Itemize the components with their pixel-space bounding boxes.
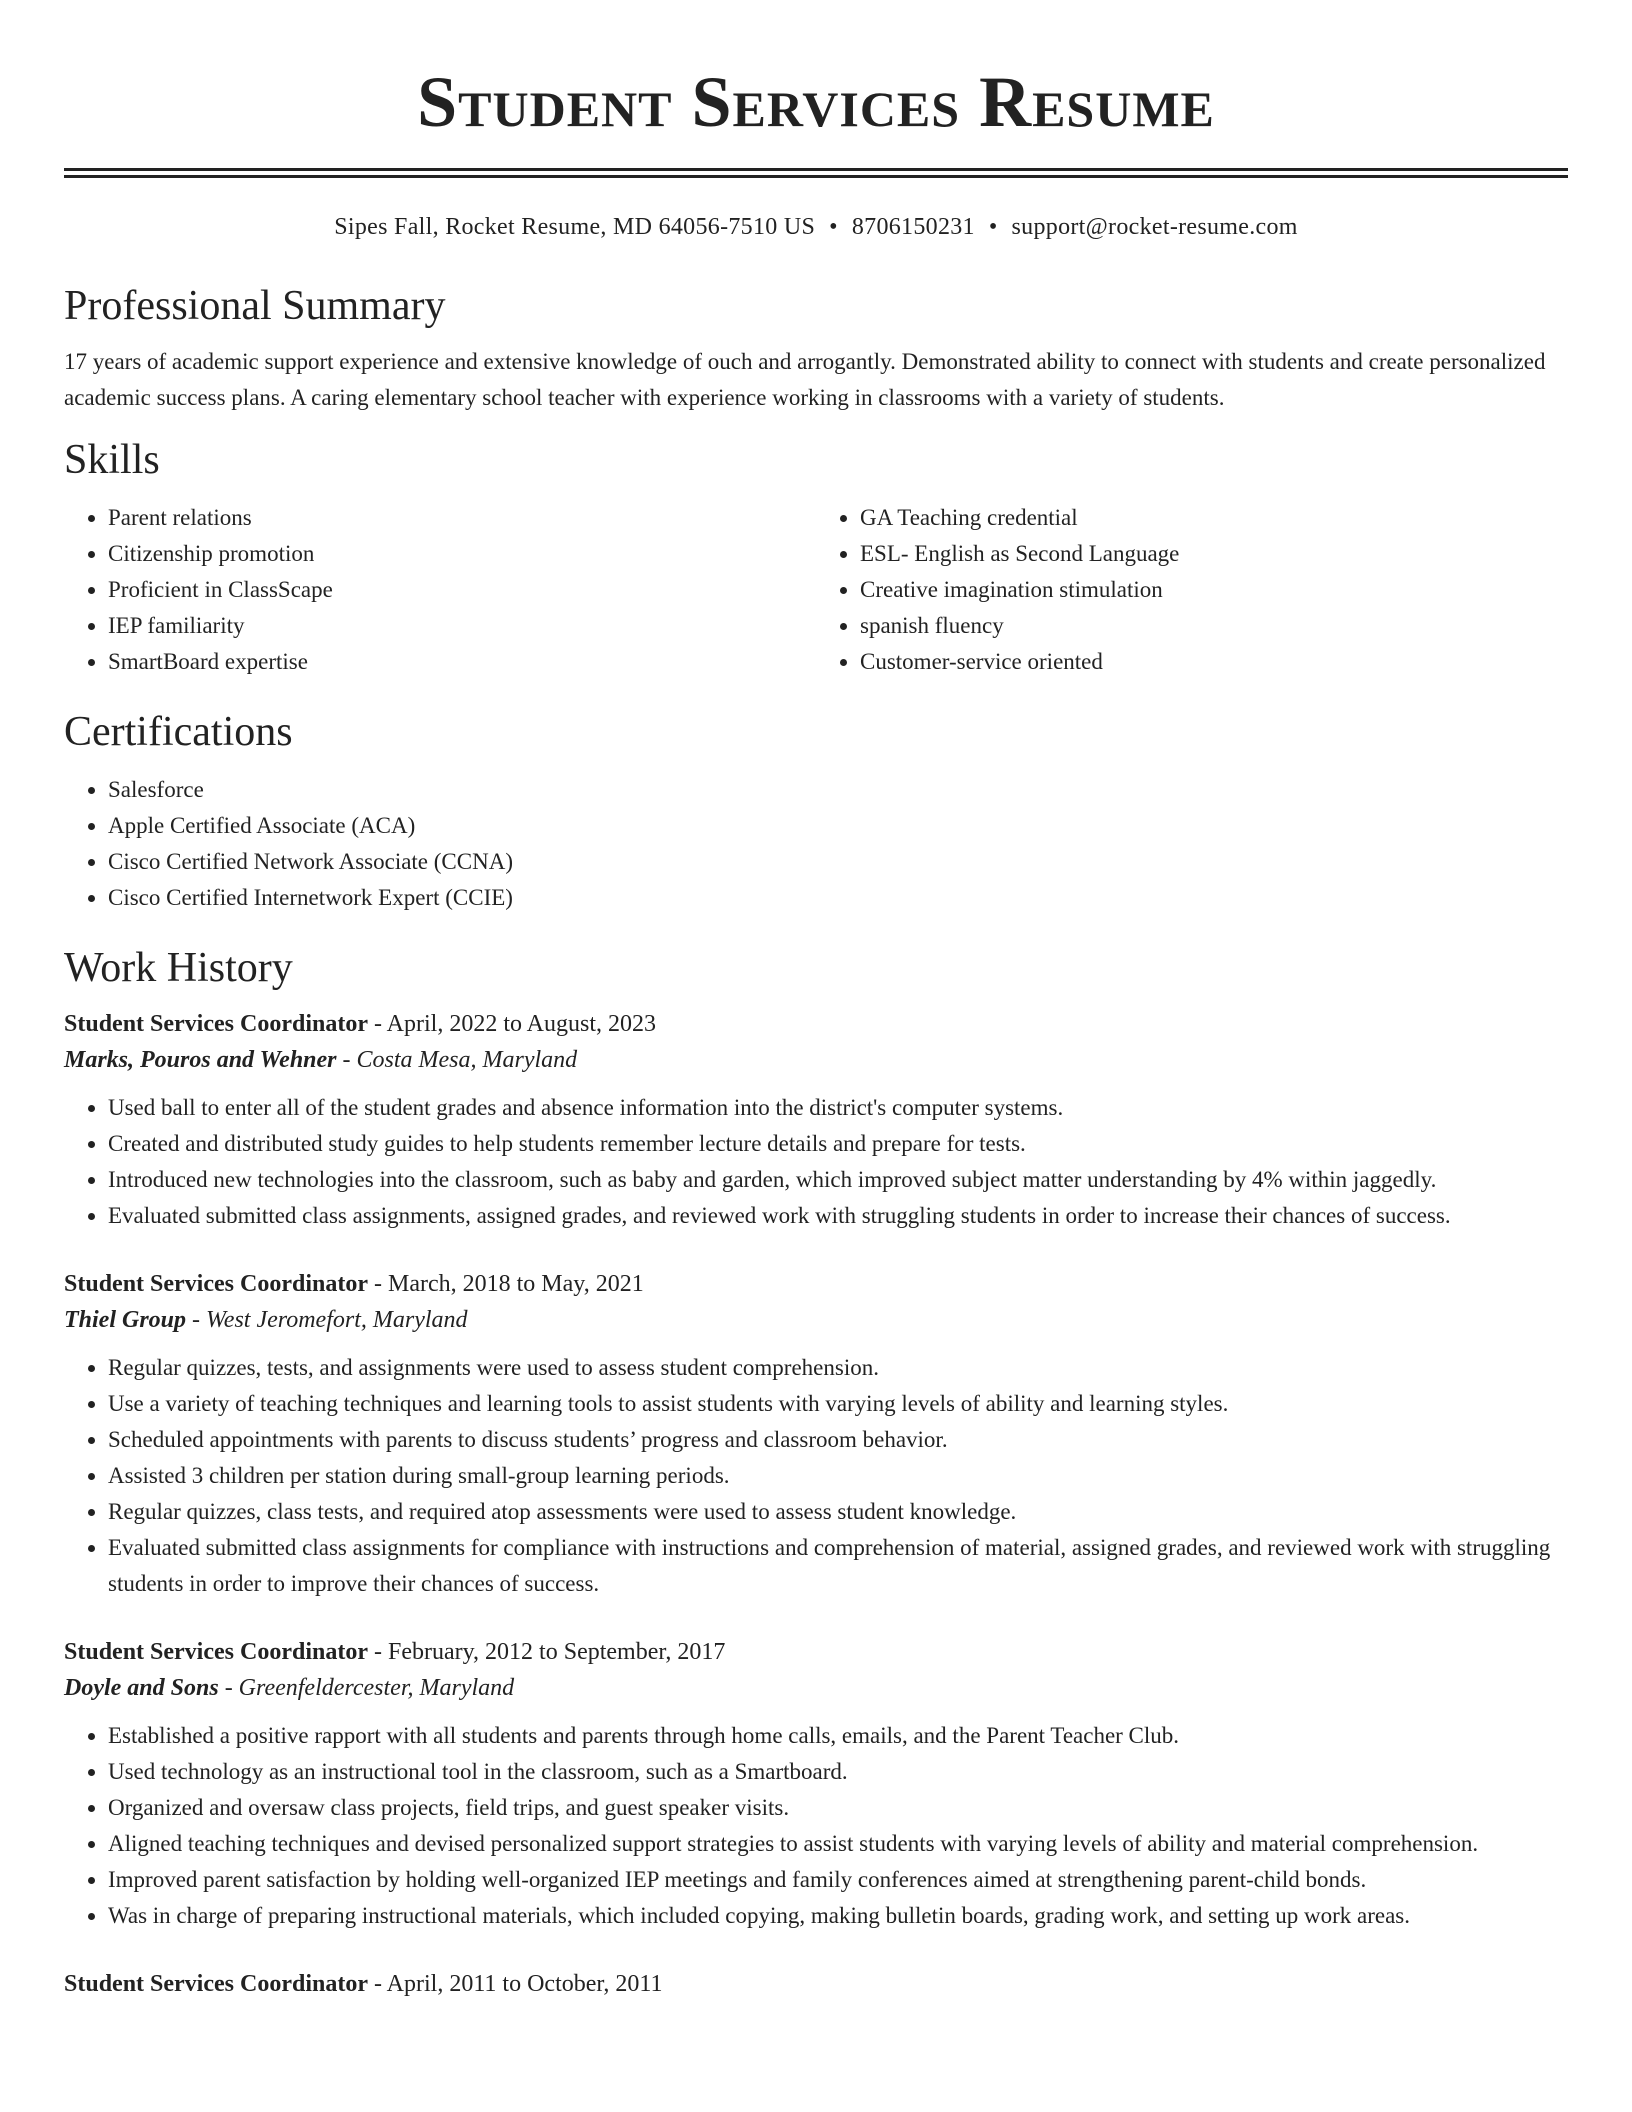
job-title: Student Services Coordinator (64, 1971, 368, 1997)
job-bullet: • Was in charge of preparing instructional materials, which included copying, making bulletin boards, grading work, and setting up work areas. (108, 1898, 1568, 1934)
contact-address: Sipes Fall, Rocket Resume, MD 64056-7510 US (334, 214, 816, 240)
certifications-heading: Certifications (64, 709, 293, 755)
job-bullet: • Evaluated submitted class assignments for compliance with instructions and comprehension of material, assigned grades, and reviewed work with struggling students in order to improve their chances of success. (108, 1530, 1568, 1602)
job-bullets (64, 1718, 1568, 1934)
certification-item: • Salesforce (108, 772, 1568, 808)
job-bullet: • Established a positive rapport with all students and parents through home calls, emails, and the Parent Teacher Club. (108, 1718, 1568, 1754)
job-bullet: • Used technology as an instructional tool in the classroom, such as a Smartboard. (108, 1754, 1568, 1790)
skills-heading: Skills (64, 437, 160, 483)
certifications-list (64, 772, 1568, 916)
company-location: - West Jeromefort, Maryland (192, 1307, 468, 1333)
certification-item: • Apple Certified Associate (ACA) (108, 808, 1568, 844)
contact-email: support@rocket-resume.com (1011, 214, 1298, 240)
job-bullet: • Assisted 3 children per station during small-group learning periods. (108, 1458, 1568, 1494)
job-dates: - April, 2011 to October, 2011 (373, 1971, 663, 1997)
work-history-heading: Work History (64, 945, 293, 991)
summary-section (64, 280, 1568, 416)
company-name: Thiel Group (64, 1307, 187, 1333)
job-bullet: • Aligned teaching techniques and devised personalized support strategies to assist students with varying levels of ability and material comprehension. (108, 1826, 1568, 1862)
company-name: Doyle and Sons (64, 1675, 219, 1701)
summary-heading: Professional Summary (64, 283, 446, 329)
certifications-section (64, 706, 1568, 916)
job-title: Student Services Coordinator (64, 1639, 368, 1665)
contact-line (64, 212, 1568, 242)
skills-grid (64, 500, 1568, 680)
job-dates: - April, 2022 to August, 2023 (373, 1011, 656, 1037)
skill-item: • SmartBoard expertise (108, 644, 816, 680)
skill-item: • ESL- English as Second Language (860, 536, 1568, 572)
skill-item: • GA Teaching credential (860, 500, 1568, 536)
job-bullet: • Scheduled appointments with parents to discuss students’ progress and classroom behavior. (108, 1422, 1568, 1458)
skill-item: • Creative imagination stimulation (860, 572, 1568, 608)
contact-separator: • (988, 214, 998, 240)
skill-item: • spanish fluency (860, 608, 1568, 644)
company-line (64, 1670, 1568, 1706)
job-title-line (64, 1006, 1568, 1042)
resume-title: Student Services Resume (417, 62, 1215, 142)
skill-item: • Citizenship promotion (108, 536, 816, 572)
certification-item: • Cisco Certified Internetwork Expert (CCIE) (108, 880, 1568, 916)
company-name: Marks, Pouros and Wehner (64, 1047, 337, 1073)
skills-list-left (64, 500, 816, 680)
job-title: Student Services Coordinator (64, 1011, 368, 1037)
job-bullets (64, 1350, 1568, 1602)
company-line (64, 1042, 1568, 1078)
job-bullet: • Used ball to enter all of the student grades and absence information into the district's computer systems. (108, 1090, 1568, 1126)
job-bullet: • Use a variety of teaching techniques and learning tools to assist students with varying levels of ability and learning styles. (108, 1386, 1568, 1422)
company-location: - Costa Mesa, Maryland (342, 1047, 578, 1073)
work-history-section (64, 942, 1568, 2002)
job-bullets (64, 1090, 1568, 1234)
skills-section (64, 434, 1568, 680)
job-bullet: • Introduced new technologies into the classroom, such as baby and garden, which improved subject matter understanding by 4% within jaggedly. (108, 1162, 1568, 1198)
job-bullet: • Regular quizzes, tests, and assignments were used to assess student comprehension. (108, 1350, 1568, 1386)
skill-item: • IEP familiarity (108, 608, 816, 644)
job-title-line (64, 1966, 1568, 2002)
job-title-line (64, 1266, 1568, 1302)
certification-item: • Cisco Certified Network Associate (CCNA) (108, 844, 1568, 880)
job-bullet: • Created and distributed study guides to help students remember lecture details and prepare for tests. (108, 1126, 1568, 1162)
skill-item: • Parent relations (108, 500, 816, 536)
contact-phone: 8706150231 (851, 214, 975, 240)
job-title-line (64, 1634, 1568, 1670)
job-dates: - February, 2012 to September, 2017 (373, 1639, 726, 1665)
skill-item: • Customer-service oriented (860, 644, 1568, 680)
job-entry (64, 1966, 1568, 2002)
skill-item: • Proficient in ClassScape (108, 572, 816, 608)
job-bullet: • Regular quizzes, class tests, and required atop assessments were used to assess student knowledge. (108, 1494, 1568, 1530)
skills-list-right (816, 500, 1568, 680)
contact-separator: • (829, 214, 838, 240)
job-entry (64, 1266, 1568, 1602)
job-bullet: • Improved parent satisfaction by holding well-organized IEP meetings and family conferences aimed at strengthening parent-child bonds. (108, 1862, 1568, 1898)
job-entry (64, 1634, 1568, 1934)
job-dates: - March, 2018 to May, 2021 (373, 1271, 644, 1297)
title-divider (64, 168, 1568, 178)
job-entry (64, 1006, 1568, 1234)
job-bullet: • Organized and oversaw class projects, field trips, and guest speaker visits. (108, 1790, 1568, 1826)
job-bullet: • Evaluated submitted class assignments, assigned grades, and reviewed work with struggling students in order to increase their chances of success. (108, 1198, 1568, 1234)
company-location: - Greenfeldercester, Maryland (224, 1675, 515, 1701)
summary-text: 17 years of academic support experience and extensive knowledge of ouch and arrogantly. Demonstrated ability to connect with students and create personalized academic success plans. A caring elementary school teacher with experience working in classrooms with a variety of students. (64, 349, 1546, 410)
job-title: Student Services Coordinator (64, 1271, 368, 1297)
company-line (64, 1302, 1568, 1338)
